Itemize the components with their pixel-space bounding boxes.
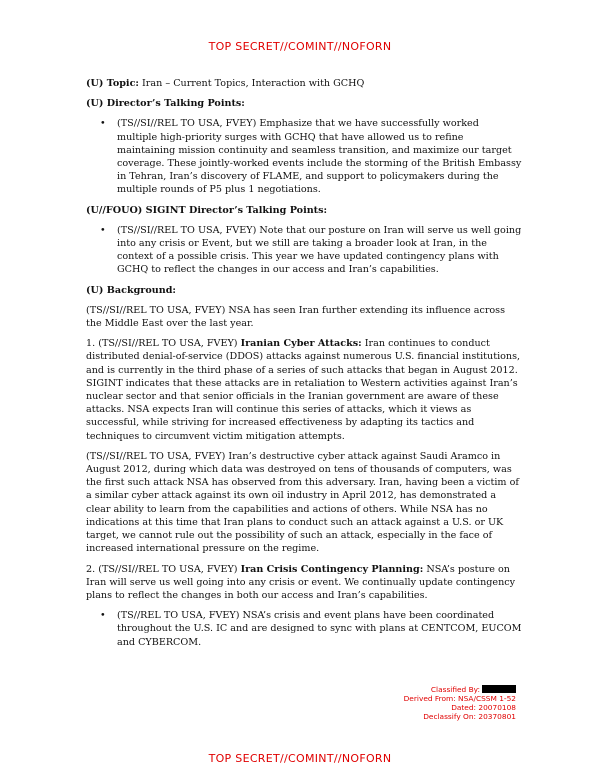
- background-heading: (U) Background:: [86, 284, 176, 296]
- directors-bullet: [86, 117, 522, 196]
- topic-label: (U) Topic:: [86, 78, 139, 89]
- bullet-icon: •: [100, 224, 106, 236]
- classified-by-line: [404, 685, 516, 694]
- background-paragraph-3: (TS//SI//REL TO USA, FVEY) Iran’s destructive cyber attack against Saudi Aramco in August 2012, during which data was destroyed on tens of thousands of computers, was the first such attack NSA has observed from this adversary. Iran, having been a victim of a similar cyber attack against its own oil industry in April 2012, has demonstrated a clear ability to learn from the capabilities and actions of others. While NSA has no indications at this time that Iran plans to conduct such an attack against a U.S. or UK target, we cannot rule out the possibility of such an attack, especially in the face of increased international pressure on the regime.: [86, 450, 519, 555]
- background-paragraph-4: [86, 563, 522, 603]
- paragraph-text: Iran continues to conduct distributed denial-of-service (DDOS) attacks against numerous U.S. financial institutions, and is currently in the third phase of a series of such attacks that began in August 2012. SIGINT indicates that these attacks are in retaliation to Western activities against Iran’s nuclear sector and that senior officials in the Iranian government are aware of these attacks. NSA expects Iran will continue this series of attacks, which it views as successful, while striving for increased effectiveness by adapting its tactics and techniques to circumvent victim mitigation attempts.: [86, 338, 521, 442]
- sigint-bullet-text: (TS//SI//REL TO USA, FVEY) Note that our posture on Iran will serve us well going into any crisis or Event, but we still are taking a broader look at Iran, in the context of a possible crisis. This year we have updated contingency plans with GCHQ to reflect the changes in our access and Iran’s capabilities.: [117, 224, 522, 276]
- directors-bullet-text: (TS//SI//REL TO USA, FVEY) Emphasize that we have successfully worked multiple high-priority surges with GCHQ that have allowed us to refine maintaining mission continuity and seamless transition, and maximize our target coverage. These jointly-worked events include the storming of the British Embassy in Tehran, Iran’s discovery of FLAME, and support to policymakers during the multiple rounds of P5 plus 1 negotiations.: [117, 118, 522, 196]
- cyber-attacks-heading: Iranian Cyber Attacks:: [240, 338, 362, 350]
- topic-text: Iran – Current Topics, Interaction with GCHQ: [138, 78, 365, 89]
- derived-from-line: Derived From: NSA/CSSM 1-52: [403, 694, 516, 703]
- classified-by-label: Classified By:: [430, 685, 480, 694]
- background-bullet-text: (TS//REL TO USA, FVEY) NSA’s crisis and event plans have been coordinated throughout the U.S. IC and are designed to sync with plans at CENTCOM, EUCOM and CYBERCOM.: [117, 610, 522, 648]
- classification-banner-bottom: TOP SECRET//COMINT//NOFORN: [208, 752, 392, 765]
- sigint-bullet: [86, 224, 522, 277]
- background-paragraph-2: [86, 337, 522, 443]
- bullet-icon: •: [100, 118, 106, 130]
- directors-talking-points-heading: (U) Director’s Talking Points:: [86, 98, 245, 110]
- paragraph-prefix: 1. (TS//SI//REL TO USA, FVEY): [86, 338, 241, 350]
- sigint-talking-points-heading: (U//FOUO) SIGINT Director’s Talking Points:: [86, 204, 328, 216]
- background-bullet: [86, 609, 522, 649]
- contingency-planning-heading: Iran Crisis Contingency Planning:: [240, 563, 424, 575]
- classification-block: [404, 685, 516, 721]
- document-body: [86, 77, 522, 656]
- paragraph-text: NSA’s posture on Iran will serve us well going into any crisis or event. We continually update contingency plans to reflect the changes in both our access and Iran’s capabilities.: [86, 563, 516, 601]
- declassify-on-line: Declassify On: 20370801: [423, 712, 516, 721]
- classification-banner-top: TOP SECRET//COMINT//NOFORN: [208, 40, 392, 53]
- topic-line: [86, 77, 522, 90]
- dated-line: Dated: 20070108: [451, 703, 516, 712]
- redaction-box: [482, 685, 516, 693]
- background-paragraph-1: (TS//SI//REL TO USA, FVEY) NSA has seen Iran further extending its influence across the Middle East over the last year.: [86, 304, 506, 330]
- bullet-icon: •: [100, 610, 106, 622]
- paragraph-prefix: 2. (TS//SI//REL TO USA, FVEY): [86, 563, 241, 575]
